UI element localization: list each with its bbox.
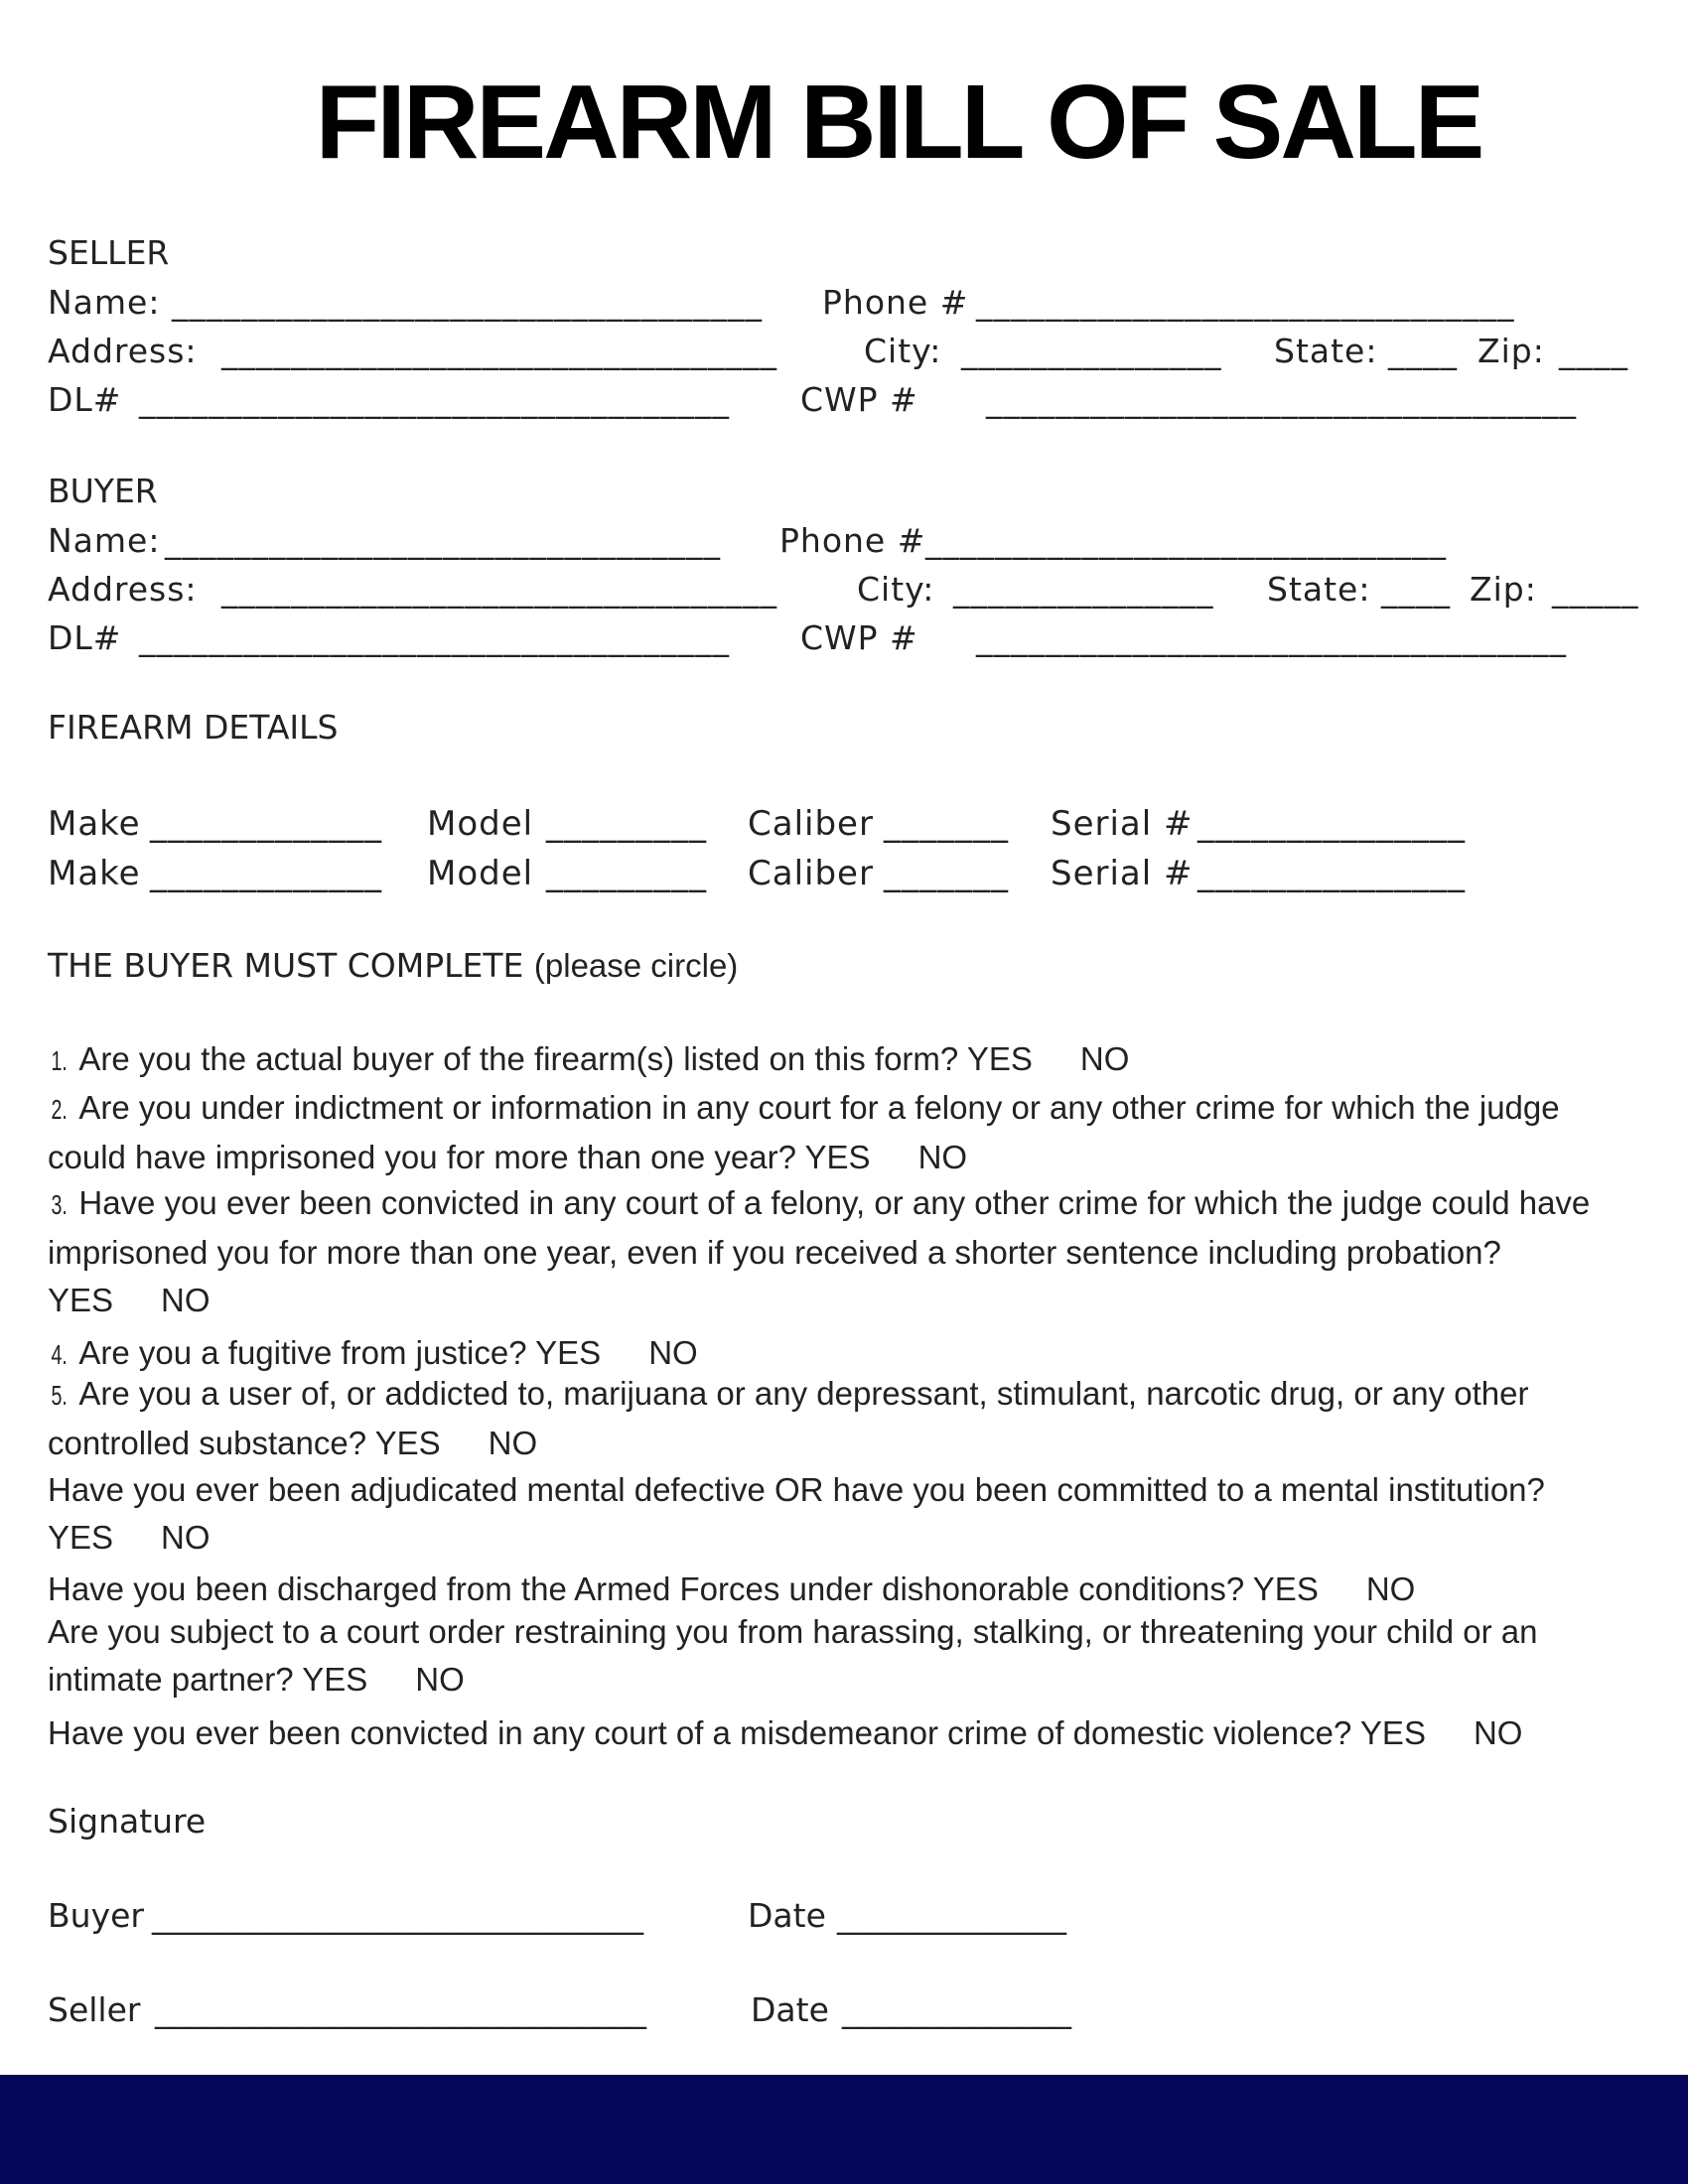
- question-text: Are you the actual buyer of the firearm(s) listed on this form?: [78, 1040, 959, 1077]
- model-field[interactable]: _________: [546, 804, 707, 844]
- question-text: Are you under indictment or information in any court for a felony or any other crime for which the judge could have imprisoned you for more than one year?: [48, 1089, 1560, 1175]
- caliber-field[interactable]: _______: [884, 854, 1009, 893]
- seller-date-field[interactable]: ______________: [842, 1990, 1071, 2029]
- buyer-state-label: State:: [1267, 570, 1371, 609]
- seller-address-field[interactable]: ________________________________: [221, 332, 777, 370]
- buyer-date-label: Date: [748, 1896, 826, 1935]
- caliber-label: Caliber: [748, 804, 874, 844]
- buyer-address-field[interactable]: ________________________________: [221, 570, 777, 609]
- seller-phone-label: Phone #: [822, 283, 969, 322]
- seller-cwp-field[interactable]: __________________________________: [986, 380, 1577, 419]
- serial-field[interactable]: _______________: [1197, 804, 1466, 844]
- question-text: Have you been discharged from the Armed Forces under dishonorable conditions?: [48, 1570, 1245, 1607]
- seller-zip-label: Zip:: [1477, 332, 1545, 370]
- make-label: Make: [48, 854, 141, 893]
- seller-state-field[interactable]: ____: [1388, 332, 1458, 370]
- question-2: [48, 1084, 1636, 1181]
- seller-date-label: Date: [751, 1990, 829, 2029]
- seller-name-field[interactable]: __________________________________: [172, 283, 763, 322]
- seller-signature-field[interactable]: ______________________________: [155, 1990, 646, 2029]
- no-option[interactable]: NO: [1079, 1040, 1130, 1077]
- caliber-label: Caliber: [748, 854, 874, 893]
- question-text: Are you subject to a court order restraining you from harassing, stalking, or threatening your child or an intimate partner?: [48, 1613, 1538, 1698]
- serial-label: Serial #: [1051, 804, 1194, 844]
- question-text: Have you ever been convicted in any court of a misdemeanor crime of domestic violence?: [48, 1714, 1352, 1751]
- signature-heading: Signature: [48, 1802, 207, 1841]
- serial-label: Serial #: [1051, 854, 1194, 893]
- question-5: [48, 1370, 1636, 1467]
- footer-band: [0, 2075, 1688, 2184]
- buyer-city-field[interactable]: _______________: [953, 570, 1214, 609]
- model-field[interactable]: _________: [546, 854, 707, 893]
- buyer-address-label: Address:: [48, 570, 198, 609]
- no-option[interactable]: NO: [1473, 1714, 1523, 1751]
- firearm-details-heading: FIREARM DETAILS: [48, 708, 339, 747]
- buyer-name-label: Name:: [48, 521, 161, 560]
- question-text: Are you a user of, or addicted to, marijuana or any depressant, stimulant, narcotic drug, or any other controlled substance?: [48, 1375, 1529, 1461]
- buyer-phone-field[interactable]: ______________________________: [925, 521, 1447, 560]
- question-9: [48, 1709, 1636, 1757]
- yes-option[interactable]: YES: [1359, 1714, 1426, 1751]
- make-label: Make: [48, 804, 141, 844]
- no-option[interactable]: NO: [161, 1282, 211, 1318]
- buyer-heading: BUYER: [48, 472, 158, 510]
- buyer-phone-label: Phone #: [779, 521, 926, 560]
- buyer-signature-label: Buyer: [48, 1896, 144, 1935]
- yes-option[interactable]: YES: [804, 1139, 871, 1175]
- question-number: 5.: [51, 1380, 68, 1411]
- yes-option[interactable]: YES: [302, 1661, 368, 1698]
- seller-zip-field[interactable]: ____: [1559, 332, 1628, 370]
- buyer-zip-label: Zip:: [1470, 570, 1537, 609]
- buyer-cwp-field[interactable]: __________________________________: [976, 618, 1567, 657]
- buyer-cwp-label: CWP #: [800, 618, 918, 657]
- no-option[interactable]: NO: [488, 1425, 538, 1461]
- seller-cwp-label: CWP #: [800, 380, 918, 419]
- seller-city-field[interactable]: _______________: [961, 332, 1222, 370]
- buyer-name-field[interactable]: ________________________________: [165, 521, 721, 560]
- seller-signature-label: Seller: [48, 1990, 141, 2029]
- yes-option[interactable]: YES: [535, 1334, 602, 1371]
- buyer-dl-field[interactable]: __________________________________: [139, 618, 730, 657]
- buyer-must-complete-title: THE BUYER MUST COMPLETE: [48, 946, 524, 985]
- no-option[interactable]: NO: [415, 1661, 465, 1698]
- buyer-must-complete-heading: [48, 946, 739, 985]
- buyer-signature-field[interactable]: ______________________________: [152, 1896, 643, 1935]
- question-text: Are you a fugitive from justice?: [78, 1334, 527, 1371]
- model-label: Model: [427, 804, 534, 844]
- question-text: Have you ever been convicted in any court of a felony, or any other crime for which the judge could have imprisoned you for more than one year, even if you received a shorter sentence including probation?: [48, 1184, 1591, 1271]
- question-number: 2.: [51, 1094, 68, 1125]
- question-number: 4.: [51, 1339, 68, 1370]
- question-number: 1.: [51, 1045, 68, 1076]
- question-3: [48, 1179, 1636, 1324]
- seller-dl-field[interactable]: __________________________________: [139, 380, 730, 419]
- question-6: [48, 1466, 1636, 1562]
- buyer-state-field[interactable]: ____: [1381, 570, 1451, 609]
- question-text: Have you ever been adjudicated mental defective OR have you been committed to a mental institution?: [48, 1471, 1545, 1508]
- question-number: 3.: [51, 1189, 68, 1220]
- seller-phone-field[interactable]: _______________________________: [976, 283, 1515, 322]
- buyer-city-label: City:: [857, 570, 935, 609]
- question-8: [48, 1608, 1636, 1704]
- seller-city-label: City:: [864, 332, 942, 370]
- no-option[interactable]: NO: [1365, 1570, 1416, 1607]
- seller-address-label: Address:: [48, 332, 198, 370]
- yes-option[interactable]: YES: [48, 1519, 114, 1556]
- seller-heading: SELLER: [48, 233, 170, 272]
- please-circle-hint: (please circle): [533, 947, 739, 984]
- buyer-zip-field[interactable]: _____: [1552, 570, 1639, 609]
- yes-option[interactable]: YES: [1252, 1570, 1319, 1607]
- no-option[interactable]: NO: [161, 1519, 211, 1556]
- yes-option[interactable]: YES: [374, 1425, 441, 1461]
- yes-option[interactable]: YES: [48, 1282, 114, 1318]
- buyer-date-field[interactable]: ______________: [837, 1896, 1066, 1935]
- yes-option[interactable]: YES: [966, 1040, 1033, 1077]
- make-field[interactable]: _____________: [150, 854, 382, 893]
- no-option[interactable]: NO: [917, 1139, 968, 1175]
- document-title: FIREARM BILL OF SALE: [315, 64, 1482, 181]
- caliber-field[interactable]: _______: [884, 804, 1009, 844]
- serial-field[interactable]: _______________: [1197, 854, 1466, 893]
- seller-dl-label: DL#: [48, 380, 122, 419]
- model-label: Model: [427, 854, 534, 893]
- make-field[interactable]: _____________: [150, 804, 382, 844]
- buyer-dl-label: DL#: [48, 618, 122, 657]
- question-1: [48, 1035, 1636, 1085]
- seller-name-label: Name:: [48, 283, 161, 322]
- no-option[interactable]: NO: [648, 1334, 698, 1371]
- question-7: [48, 1566, 1636, 1613]
- seller-state-label: State:: [1274, 332, 1378, 370]
